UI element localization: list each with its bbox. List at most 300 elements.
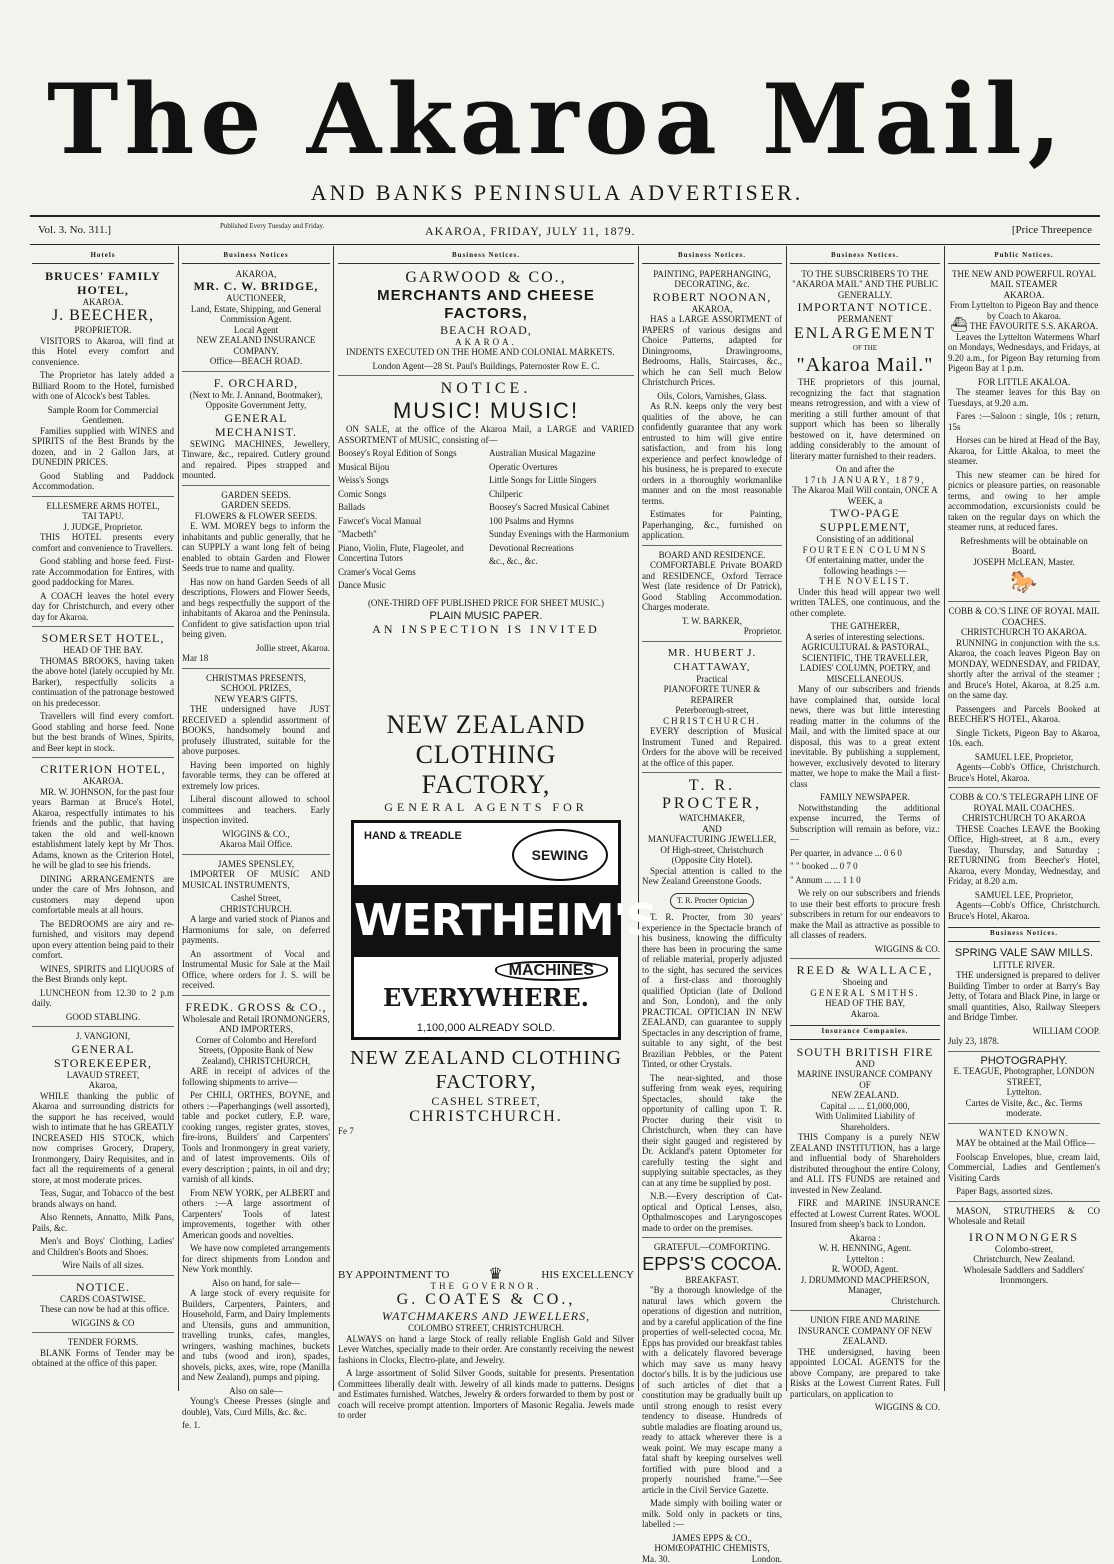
hotel-text: DINING ARRANGEMENTS are under the care of Mrs Johnson, and customers may depend upon comfortable meals at all hours. [32, 874, 174, 916]
ad-machines-text: MACHINES [495, 961, 608, 982]
tender-title: TENDER FORMS. [32, 1332, 174, 1348]
issue-date: AKAROA, FRIDAY, JULY 11, 1879. [425, 224, 636, 239]
notice-title: NOTICE. [32, 1275, 174, 1294]
insurance-text: MARINE INSURANCE COMPANY [790, 1069, 940, 1080]
ad-title: GARDEN SEEDS. [182, 485, 330, 501]
insurance-text: NEW ZEALAND. [790, 1090, 940, 1101]
insurance-text: OF [790, 1080, 940, 1091]
ironmonger-text: MASON, STRUTHERS & CO Wholesale and Retail [948, 1201, 1100, 1227]
store-text: Wire Nails of all sizes. [32, 1260, 174, 1271]
column-header: Business Notices. [790, 250, 940, 264]
coach-text: THESE Coaches LEAVE the Booking Office, High-street, at 8 a.m., every Tuesday, Thursday, and Saturday ; RETURNING from Beecher's Hotel, Akaroa, every Monday, Wednesday, and Friday, at 8.20 a.m. [948, 824, 1100, 887]
ad-name: F. ORCHARD, [182, 371, 330, 390]
epps-text: "By a thorough knowledge of the natural laws which govern the operations of digestion and nutrition, and by a careful application of the fine properties of well-selected cocoa, Mr. Epps has provided our breakfast tables with a delicately flavored beverage which may save us many heavy doctor's bills. It is by the judicious use of such articles of diet that a constitution may be gradually built up until strong enough to resist every tendency to disease. Hundreds of subtle maladies are floating around us, ready to attack wherever there is a weak point. We may escape many a fatal shaft by keeping ourselves well fortified with pure blood and a properly nourished frame."—See article in the Civil Service Gazette. [642, 1285, 782, 1495]
clothing-place: CHRISTCHURCH. [338, 1108, 634, 1126]
ad-title: GARDEN SEEDS. [182, 500, 330, 511]
ad-street: Cashel Street, [182, 893, 330, 904]
ad-text: A large and varied stock of Pianos and Harmoniums for sale, on deferred payments. [182, 914, 330, 946]
ironmonger-place: Christchurch, New Zealand. [948, 1254, 1100, 1265]
hotel-owner: J. BEECHER, [32, 307, 174, 325]
ad-title: PAINTING, PAPERHANGING, DECORATING, &c. [642, 269, 782, 290]
ad-title: PIANOFORTE TUNER & REPAIRER [642, 684, 782, 705]
ad-role: WATCHMAKER, [642, 813, 782, 824]
coates-text: A large assortment of Solid Silver Goods, suitable for presents. Presentation Committees liberally dealt with. Jewelry of all kinds made to patterns. Designs and Estimates furnished. Watches, Jewelry & orders forwarded to them by post or coach will receive prompt attention. Importers of Masonic Regalia. Jewels made to order [338, 1368, 634, 1421]
store-place: Akaroa, [32, 1080, 174, 1091]
appointment-text: BY APPOINTMENT TO [338, 1270, 449, 1281]
coach-text: RUNNING in conjunction with the s.s. Akaroa, the coach leaves Pigeon Bay on MONDAY, WEDNESDAY, and FRIDAY, shortly after the arrival of the steamer ; and Bruce's Hotel, Akaroa, at 8.25 a.m. on the same day. [948, 638, 1100, 701]
music-item: Fawcet's Vocal Manual [338, 516, 483, 527]
notice-title: NOTICE. [338, 375, 634, 398]
ad-text: THE undersigned have JUST RECEIVED a splendid assortment of BOOKS, handsomely bound and profusely illustrated, suitable for the above purposes. [182, 704, 330, 757]
column-header: Business Notices. [642, 250, 782, 264]
ad-text: Corner of Colombo and Hereford Streets, (Opposite Bank of New Zealand), CHRISTCHURCH, [182, 1035, 330, 1067]
hotel-place: AKAROA. [32, 297, 174, 308]
ad-text: AND [642, 824, 782, 835]
ad-place: HEAD OF THE BAY, [790, 998, 940, 1009]
coach-sign: SAMUEL LEE, Proprietor, [948, 752, 1100, 763]
notice-text: Notwithstanding the additional expense incurred, the Terms of Subscription will remain as before, viz.:— [790, 803, 940, 845]
column-header: Business Notices. [948, 927, 1100, 942]
music-item: Cramer's Vocal Gems [338, 567, 483, 578]
ad-street: BEACH ROAD, [338, 323, 634, 337]
music-item: Weiss's Songs [338, 475, 483, 486]
insurance-agent: Lyttelton : [790, 1254, 940, 1265]
hotel-owner: J. JUDGE, Proprietor. [32, 522, 174, 533]
store-text: Teas, Sugar, and Tobacco of the best brands always on hand. [32, 1188, 174, 1209]
epps-footer [642, 1554, 782, 1564]
ad-text: N.B.—Every description of Cat-optical and Optical Lenses, also, Opthalmoscopes and Laryngoscopes made to order on the premises. [642, 1191, 782, 1233]
rate-row: Per quarter, in advance ... 0 6 0 [790, 848, 940, 859]
clothing-line: GENERAL AGENTS FOR [338, 800, 634, 814]
ad-place: CHRISTCHURCH. [182, 904, 330, 915]
hotel-text: LUNCHEON from 12.30 to 2 p.m daily. [32, 988, 174, 1009]
steamer-title: THE FAVOURITE S.S. AKAROA. [970, 321, 1098, 331]
ad-sign: Akaroa Mail Office. [182, 839, 330, 850]
steamer-text: Refreshments will be obtainable on Board. [948, 536, 1100, 557]
hotel-role: PROPRIETOR. [32, 325, 174, 336]
ad-text: We have now completed arrangements for direct shipments from London and New York monthly. [182, 1243, 330, 1275]
ad-text: NEW ZEALAND INSURANCE COMPANY. [182, 335, 330, 356]
epps-pre: GRATEFUL—COMFORTING. [642, 1237, 782, 1253]
hotel-text: THIS HOTEL presents every comfort and convenience to Travellers. [32, 532, 174, 553]
music-item: Boosey's Sacred Musical Cabinet [489, 502, 634, 513]
music-item: &c., &c., &c. [489, 556, 634, 567]
epps-sign: JAMES EPPS & CO., [642, 1533, 782, 1544]
column-header: Business Notices [182, 250, 330, 264]
notice-title: ENLARGEMENT [790, 325, 940, 343]
clothing-street: CASHEL STREET, [338, 1094, 634, 1108]
music-item: Comic Songs [338, 489, 483, 500]
ad-name: MR. C. W. BRIDGE, [182, 279, 330, 293]
ad-text: Wholesale and Retail IRONMONGERS, AND IMPORTERS, [182, 1014, 330, 1035]
dateline-rule [30, 244, 1100, 245]
music-item: Little Songs for Little Singers [489, 475, 634, 486]
music-item: Dance Music [338, 580, 483, 591]
ad-text: Special attention is called to the New Zealand Greenstone Goods. [642, 866, 782, 887]
notice-sign: WIGGINS & CO [32, 1318, 174, 1329]
column-business-notices [182, 250, 330, 1390]
music-text: AN INSPECTION IS INVITED [338, 622, 634, 636]
clothing-sub: FACTORY, [338, 770, 634, 800]
hotel-text: Families supplied with WINES and SPIRITS of the Best Brands by the dozen, and in 2 Gallon Jars, at DUNEDIN PRICES. [32, 426, 174, 468]
ad-place: AKAROA. [338, 337, 634, 348]
music-item: 100 Psalms and Hymns [489, 516, 634, 527]
music-text: PLAIN MUSIC PAPER. [338, 611, 634, 622]
sawmill-place: LITTLE RIVER. [948, 960, 1100, 971]
ad-name: ROBERT NOONAN, [642, 290, 782, 304]
notice-title: FOURTEEN COLUMNS [790, 545, 940, 556]
coates-appointment [338, 1266, 634, 1281]
ad-sign: Jollie street, Akaroa. [182, 643, 330, 654]
photo-text: Lyttelton. [948, 1087, 1100, 1098]
ad-place: London. [752, 1554, 782, 1564]
ad-text: Has now on hand Garden Seeds of all descriptions, Flowers and Flower Seeds, and begs respectfully the support of the inhabitants of Akaroa and the Peninsula. Confident to give satisfaction upon trial being given. [182, 577, 330, 640]
ad-text: Office—BEACH ROAD. [182, 356, 330, 367]
hotel-text: GOOD STABLING. [32, 1012, 174, 1023]
coach-agents: Agents—Cobb's Office, Christchurch. Bruce's Hotel, Akaroa. [948, 900, 1100, 921]
insurance-agent: R. WOOD, Agent. [790, 1264, 940, 1275]
ad-text: Oils, Colors, Varnishes, Glass. [642, 391, 782, 402]
epps-role: HOMŒOPATHIC CHEMISTS, [642, 1543, 782, 1554]
hotel-name: ELLESMERE ARMS HOTEL, [32, 496, 174, 512]
ad-text: EVERY description of Musical Instrument Tuned and Repaired. Orders for the above will be received at the office of this paper. [642, 726, 782, 768]
column-divider [333, 246, 334, 1391]
insurance-sign: WIGGINS & CO. [790, 1402, 940, 1413]
notice-text: AGRICULTURAL & PASTORAL, SCIENTIFIC, THE TRAVELLER, LADIES' COLUMN, POETRY, and MISCELLANEOUS. [790, 642, 940, 684]
ad-title: NEW YEAR'S GIFTS. [182, 694, 330, 705]
hotel-text: Travellers will find every comfort. Good stabling and horse feed. None but the best brands of Wines, Spirits, and Beer kept in stock. [32, 711, 174, 753]
ad-text: E. WM. MOREY begs to inform the inhabitants and public generally, that he can SUPPLY a want long felt of being enabled to obtain Garden and Flower Seeds true to name and quality. [182, 521, 330, 574]
column-divider [786, 246, 787, 1391]
ad-name: FREDK. GROSS & CO., [182, 995, 330, 1014]
ad-title: MANUFACTURING JEWELLER, [642, 834, 782, 845]
steamer-title: THE NEW AND POWERFUL ROYAL MAIL STEAMER [948, 269, 1100, 290]
notice-text: These can now be had at this office. [32, 1304, 174, 1315]
issue-price: [Price Threepence [1012, 224, 1092, 236]
music-list-right [489, 448, 634, 594]
notice-title: TWO-PAGE SUPPLEMENT, [790, 506, 940, 534]
store-owner: J. VANGIONI, [32, 1026, 174, 1042]
top-rule [30, 215, 1100, 217]
coach-route: CHRISTCHURCH TO AKAROA. [948, 627, 1100, 638]
photo-text: E. TEAGUE, Photographer, LONDON STREET, [948, 1066, 1100, 1087]
notice-text: We rely on our subscribers and friends to use their best efforts to procure fresh subscribers in return for our endeavors to make the Mail as attractive as possible to all classes of readers. [790, 888, 940, 941]
wertheim-advertisement [351, 820, 621, 1040]
steamer-text: Leaves the Lyttelton Watermens Wharf on Mondays, Wednesdays, and Fridays, at 9.20 a.m., for Pigeon Bay returning from Pigeon Bay at 1 p.m. [948, 332, 1100, 374]
publication-schedule: Published Every Tuesday and Friday. [220, 222, 330, 230]
ad-everywhere-text: EVERYWHERE. [354, 993, 618, 1004]
ad-text: Also on sale— [182, 1386, 330, 1397]
coates-text: ALWAYS on hand a large Stock of really reliable English Gold and Silver Lever Watches, specially made to their order. Are constantly receiving the newest fashions in Clocks, Electro-plate, and Jewelry. [338, 1334, 634, 1366]
hotel-text: The BEDROOMS are airy and re-furnished, and visitors may depend upon every attention being paid to their comfort. [32, 919, 174, 961]
music-item: Ballads [338, 502, 483, 513]
column-header: Insurance Companies. [790, 1025, 940, 1040]
ad-place: CHRISTCHURCH. [642, 716, 782, 727]
hotel-text: Sample Room for Commercial Gentlemen. [32, 405, 174, 426]
notice-title: IMPORTANT NOTICE. [790, 300, 940, 314]
notice-sign: WIGGINS & CO. [790, 944, 940, 955]
epps-title: EPPS'S COCOA. [642, 1253, 782, 1275]
steamer-text: Fares :—Saloon : single, 10s ; return, 15s [948, 411, 1100, 432]
ad-top-text: HAND & TREADLE [364, 831, 462, 842]
notice-title: FAMILY NEWSPAPER. [790, 792, 940, 803]
ad-place: AKAROA, [182, 269, 330, 280]
ad-title: SCHOOL PRIZES, [182, 683, 330, 694]
notice-title: "Akaroa Mail." [790, 353, 940, 377]
notice-title: THE NOVELIST. [790, 576, 940, 587]
clothing-title: NEW ZEALAND CLOTHING [338, 706, 634, 770]
subscription-rates [790, 848, 940, 886]
column-header: Hotels [32, 250, 174, 264]
ad-text: Also on hand, for sale— [182, 1278, 330, 1289]
ad-text: Estimates for Painting, Paperhanging, &c., furnished on application. [642, 509, 782, 541]
music-title: MUSIC! MUSIC! [338, 398, 634, 424]
ad-role: Proprietor. [642, 626, 782, 637]
steamer-text: The steamer leaves for this Bay on Tuesdays, at 9.20 a.m. [948, 387, 1100, 408]
hotel-place: TAI TAPU. [32, 511, 174, 522]
insurance-text: THE undersigned, having been appointed LOCAL AGENTS for the above Company, are prepared to take Risks at the Lowest Current Rates. Full particulars, on application to [790, 1347, 940, 1400]
coach-agents: Agents—Cobb's Office, Christchurch. Bruce's Hotel, Akaroa. [948, 762, 1100, 783]
photo-title: PHOTOGRAPHY. [948, 1051, 1100, 1067]
ad-name: MR. HUBERT J. CHATTAWAY, [642, 641, 782, 674]
hotel-text: A COACH leaves the hotel every day for Christchurch, and every other day for Akaroa. [32, 591, 174, 623]
steamer-line [948, 321, 1100, 332]
hotel-text: Good stabling and horse feed. First-rate Accommodation for Entires, with good paddocking for Mares. [32, 556, 174, 588]
ad-text: T. R. Procter, from 30 years' experience in the Spectacle branch of his business, knowing the difficulty there has been in procuring the same of reliable material, properly adjusted to the sight, has secured the services of a first-class and thoroughly qualified Optician (late of Dollond and Son, London), and the only PRACTICAL OPTICIAN IN NEW ZEALAND, can guarantee to supply Spectacles in any description of frame, suitable to any sight, of the best Brazilian Pebbles, or the Patent Tinted, or other Crystals. [642, 912, 782, 1070]
ad-title: MERCHANTS AND CHEESE FACTORS, [338, 287, 634, 323]
ad-date: fe. 1. [182, 1420, 330, 1431]
music-item: Devotional Recreations [489, 543, 634, 554]
governor-text: THE GOVERNOR. [338, 1281, 634, 1292]
column-public-notices [948, 250, 1100, 1390]
coach-title: COBB & CO.'S LINE OF ROYAL MAIL COACHES. [948, 601, 1100, 627]
ad-text: Local Agent [182, 325, 330, 336]
insurance-text: AND [790, 1059, 940, 1070]
wanted-text: Paper Bags, assorted sizes. [948, 1186, 1100, 1197]
ad-text: The near-sighted, and those suffering from weak eyes, requiring Spectacles, should take the opportunity of calling upon T. R. Procter during their visit to Christchurch, when they can have their sight gauged and registered by Dr. Ackland's patent Optometer for carefully testing the sight and supplying suitable spectacles, as they can at any time be supplied by post. [642, 1073, 782, 1189]
coach-route: CHRISTCHURCH TO AKAROA [948, 813, 1100, 824]
masthead-subtitle: AND BANKS PENINSULA ADVERTISER. [0, 180, 1114, 206]
ironmonger-street: Colombo-street, [948, 1244, 1100, 1255]
column-header: Public Notices. [948, 250, 1100, 264]
ad-text: COMFORTABLE Private BOARD and RESIDENCE, Oxford Terrace West (late residence of Dr Patrick), Good Stabling Accommodation. Charges moderate. [642, 560, 782, 613]
ad-text: SEWING MACHINES, Jewellery, Tinware, &c., repaired. Cutlery ground and repaired. Pipes strapped and mounted. [182, 439, 330, 481]
store-text: Also Rennets, Annatto, Milk Pans, Pails, &c. [32, 1212, 174, 1233]
coach-title: COBB & CO.'S TELEGRAPH LINE OF ROYAL MAIL COACHES. [948, 787, 1100, 813]
music-item: Boosey's Royal Edition of Songs [338, 448, 483, 459]
music-text: (ONE-THIRD OFF PUBLISHED PRICE FOR SHEET MUSIC.) [338, 598, 634, 609]
coates-name: G. COATES & CO., [338, 1291, 634, 1309]
steamer-text: From Lyttelton to Pigeon Bay and thence by Coach to Akaroa. [948, 300, 1100, 321]
epps-text: Made simply with boiling water or milk. Sold only in packets or tins, labelled :— [642, 1498, 782, 1530]
insurance-manager: J. DRUMMOND MACPHERSON, [790, 1275, 940, 1286]
ad-name: T. R. PROCTER, [642, 772, 782, 813]
ad-date: Ma. 30. [642, 1554, 670, 1564]
insurance-text: FIRE and MARINE INSURANCE effected at Lowest Current Rates. WOOL Insured from sheep's back to London. [790, 1198, 940, 1230]
insurance-manager: Christchurch. [790, 1296, 940, 1307]
ad-text: London Agent—28 St. Paul's Buildings, Paternoster Row E. C. [338, 361, 634, 372]
music-item: Australian Musical Magazine [489, 448, 634, 459]
photo-text: Cartes de Visite, &c., &c. Terms moderate. [948, 1098, 1100, 1119]
ad-name: REED & WALLACE, [790, 958, 940, 977]
column-hotels [32, 250, 174, 1390]
music-item: Musical Bijou [338, 462, 483, 473]
hotel-text: WINES, SPIRITS and LIQUORS of the Best Brands only kept. [32, 964, 174, 985]
sawmill-sign: WILLIAM COOP. [948, 1026, 1100, 1037]
crest-icon: ♛ [488, 1270, 502, 1281]
dateline [30, 222, 1100, 242]
store-street: LAVAUD STREET, [32, 1070, 174, 1081]
ad-sold-text: 1,100,000 ALREADY SOLD. [354, 1023, 618, 1034]
sawmill-date: July 23, 1878. [948, 1036, 1100, 1047]
hotel-place: AKAROA. [32, 776, 174, 787]
steamer-place: AKAROA. [948, 290, 1100, 301]
ad-title: CHRISTMAS PRESENTS, [182, 668, 330, 684]
column-divider [944, 246, 945, 1391]
hotel-text: The Proprietor has lately added a Billiard Room to the Hotel, furnished with one of Alcock's best Tables. [32, 370, 174, 402]
ad-text: An assortment of Vocal and Instrumental Music for Sale at the Mail Office, where orders for J. S. will be received. [182, 949, 330, 991]
insurance-title: SOUTH BRITISH FIRE [790, 1045, 940, 1059]
ad-title: FLOWERS & FLOWER SEEDS. [182, 511, 330, 522]
steamer-sign: JOSEPH McLEAN, Master. [948, 557, 1100, 568]
ad-text: A large stock of every requisite for Builders, Carpenters, Painters, and Household, Farm, and Dairy Implements and Utensils, guns and ammunition, travelling trunks, cafes, mangles, wringers, washing machines, buckets and tubs (wood and iron), spades, shovels, picks, axes, wire, rope (Manilla and New Zealand), pumps and piping. [182, 1288, 330, 1383]
masthead [0, 60, 1114, 180]
ad-name: JAMES SPENSLEY, [182, 854, 330, 870]
ad-text: Having been imported on highly favorable terms, they can be offered at extremely low prices. [182, 760, 330, 792]
hotel-name: BRUCES' FAMILY HOTEL, [32, 269, 174, 297]
music-item: Operatic Overtures [489, 462, 634, 473]
coach-icon: 🐎 [948, 567, 1100, 597]
notice-title: TO THE SUBSCRIBERS TO THE "AKAROA MAIL" AND THE PUBLIC GENERALLY. [790, 269, 940, 301]
steamship-icon: ⛴ [950, 321, 968, 332]
optician-logo: T. R. Procter Optician [670, 893, 754, 910]
coach-text: Passengers and Parcels Booked at BEECHER'S HOTEL, Akaroa. [948, 704, 1100, 725]
ad-role: Practical [642, 674, 782, 685]
ad-brand-text: WERTHEIM'S [354, 885, 618, 957]
hotel-text: Good Stabling and Paddock Accommodation. [32, 471, 174, 492]
ad-place: AKAROA, [642, 304, 782, 315]
column-business-notices-wide [338, 250, 634, 1390]
ad-street: Peterborough-street, [642, 705, 782, 716]
ad-text: Per CHILI, ORTHES, BOYNE, and others :—Paperhangings (well assorted), table and pocket cutlery, E.P. ware, cooking ranges, register grates, stoves, fire-irons, Builders' and Carpenters' Tools and Ironmongery in great variety, and of latest improvements. Oils of every description ; paints, in oil and dry; varnish of all kinds. [182, 1090, 330, 1185]
coates-trade: WATCHMAKERS AND JEWELLERS, [338, 1309, 634, 1323]
hotel-name: CRITERION HOTEL, [32, 757, 174, 776]
music-item: "Macbeth" [338, 529, 483, 540]
notice-text: The Akaroa Mail Will contain, ONCE A WEEK, a [790, 485, 940, 506]
insurance-text: With Unlimited Liability of Shareholders. [790, 1111, 940, 1132]
epps-sub: BREAKFAST. [642, 1275, 782, 1286]
ad-text: From NEW YORK, per ALBERT and others :—A large assortment of Carpenters' Tools of latest improvements, together with other American goods and novelties. [182, 1188, 330, 1241]
hotel-name: SOMERSET HOTEL, [32, 626, 174, 645]
rate-row: " " booked ... 0 7 0 [790, 861, 940, 872]
sawmill-text: THE undersigned is prepared to deliver Building Timber to order at Barry's Bay Jetty, of Totara and Black Pine, in large or small quantities, Also, Railway Sleepers and Bridge Timber. [948, 970, 1100, 1023]
insurance-manager: Manager, [790, 1285, 940, 1296]
insurance-agent: W. H. HENNING, Agent. [790, 1243, 940, 1254]
ad-text: Liberal discount allowed to school committees and teachers. Early inspection invited. [182, 794, 330, 826]
sawmill-title: SPRING VALE SAW MILLS. [948, 947, 1100, 960]
ad-role: AUCTIONEER, [182, 293, 330, 304]
steamer-text: Horses can be hired at Head of the Bay, Akaroa, for Little Akaloa, to meet the steamer. [948, 435, 1100, 467]
insurance-title: UNION FIRE AND MARINE INSURANCE COMPANY OF NEW ZEALAND. [790, 1310, 940, 1347]
hotel-text: THOMAS BROOKS, having taken the above hotel (lately occupied by Mr. Barker), respectfully solicits a continuation of the patronage bestowed on his predecessor. [32, 656, 174, 709]
coates-street: COLOMBO STREET, CHRISTCHURCH. [338, 1323, 634, 1334]
column-header: Business Notices. [338, 250, 634, 264]
notice-text: A series of interesting selections. [790, 632, 940, 643]
column-divider [638, 246, 639, 1391]
ad-date: Mar 18 [182, 653, 330, 664]
clothing-title: NEW ZEALAND CLOTHING FACTORY, [338, 1046, 634, 1094]
ad-title: IMPORTER OF MUSIC AND MUSICAL INSTRUMENTS, [182, 869, 330, 890]
ad-text: ARE in receipt of advices of the following shipments to arrive— [182, 1066, 330, 1087]
ironmonger-title: IRONMONGERS [948, 1230, 1100, 1244]
hotel-text: VISITORS to Akaroa, will find at this Hotel every comfort and convenience. [32, 336, 174, 368]
notice-text: PERMANENT [790, 314, 940, 325]
ad-text: Young's Cheese Presses (single and double), Vats, Curd Mills, &c. &c. [182, 1396, 330, 1417]
hotel-text: MR. W. JOHNSON, for the past four years Barman at Bruce's Hotel, Akaroa, respectfully intimates to his friends and the public, that having taken the old and well-known establishment lately kept by Mr Thos. Adams, known as the Criterion Hotel, he will be glad to see his friends. [32, 787, 174, 871]
notice-text: THE proprietors of this journal, recognizing the fact that stagnation means retrogression, and with a view of meriting a still further amount of that support which has been so liberally bestowed on it, have determined on adding considerably to the amount of literary matter furnished to their readers. [790, 377, 940, 461]
notice-text: CARDS COASTWISE. [32, 1294, 174, 1305]
ad-date: Fe 7 [338, 1126, 634, 1137]
column-divider [178, 246, 179, 1391]
store-title: GENERAL STOREKEEPER, [32, 1042, 174, 1070]
notice-text: Consisting of an additional [790, 534, 940, 545]
ad-sewing-text: SEWING [512, 829, 608, 881]
music-text: ON SALE, at the office of the Akaroa Mail, a LARGE and VARIED ASSORTMENT of MUSIC, consisting of— [338, 424, 634, 445]
ad-text: INDENTS EXECUTED ON THE HOME AND COLONIAL MARKETS. [338, 347, 634, 358]
wanted-text: MAY be obtained at the Mail Office— [948, 1138, 1100, 1149]
ad-title: GARWOOD & CO., [338, 269, 634, 287]
notice-date: 17th JANUARY, 1879, [790, 475, 940, 486]
music-list [338, 448, 634, 594]
rate-row: " Annum ... ... 1 1 0 [790, 875, 940, 886]
ad-title: BOARD AND RESIDENCE. [642, 545, 782, 561]
notice-text: Of entertaining matter, under the following headings :— [790, 555, 940, 576]
ad-text: Of High-street, Christchurch (Opposite City Hotel). [642, 845, 782, 866]
insurance-capital: Capital ... ... £1,000,000, [790, 1101, 940, 1112]
tender-text: BLANK Forms of Tender may be obtained at the office of this paper. [32, 1348, 174, 1369]
insurance-text: THIS Company is a purely NEW ZEALAND INSTITUTION, has a large and influential body of Shareholders distributed throughout the entire Colony, and ALL ITS FUNDS are retained and invested in New Zealand. [790, 1132, 940, 1195]
wanted-title: WANTED KNOWN. [948, 1123, 1100, 1139]
notice-text: Many of our subscribers and friends have complained that, outside local news, there was but little interesting reading matter in the columns of the Mail, and with the limited space at our disposal, this was to a great extent inevitable. By publishing a supplement, however, exclusively devoted to literary matter, we hope to make the Mail a first-class [790, 684, 940, 789]
ad-text: Land, Estate, Shipping, and General Commission Agent. [182, 304, 330, 325]
store-text: WHILE thanking the public of Akaroa and surrounding districts for the support he has received, would wish to intimate that he has GREATLY INCREASED HIS STOCK, which now comprises Grocery, Drapery, Ironmongery, Dairy Requisites, and in fact all the requirements of a general store, at most moderate prices. [32, 1091, 174, 1186]
notice-title: THE GATHERER, [790, 621, 940, 632]
steamer-text: This new steamer can be hired for picnics or pleasure parties, on reasonable terms, and owing to her ample accommodation, excursionists could be taken on the regular days on which the steamer runs, at reduced fares. [948, 470, 1100, 533]
ad-place: Akaroa. [790, 1009, 940, 1020]
ad-title: GENERAL SMITHS. [790, 988, 940, 999]
music-item: Chilperic [489, 489, 634, 500]
notice-text: OF THE [790, 343, 940, 354]
volume-number: Vol. 3. No. 311.] [38, 224, 111, 236]
ironmonger-text: Wholesale Saddlers and Saddlers' Ironmongers. [948, 1265, 1100, 1286]
column-business-notices-2 [642, 250, 782, 1390]
insurance-agent: Akaroa : [790, 1233, 940, 1244]
column-business-notices-3 [790, 250, 940, 1390]
hotel-place: HEAD OF THE BAY. [32, 645, 174, 656]
music-list-left [338, 448, 483, 594]
ad-role: Shoeing and [790, 977, 940, 988]
coach-text: Single Tickets, Pigeon Bay to Akaroa, 10s. each. [948, 728, 1100, 749]
ad-sign: T. W. BARKER, [642, 616, 782, 627]
steamer-title: FOR LITTLE AKALOA. [948, 377, 1100, 388]
music-item: Piano, Violin, Flute, Flageolet, and Concertina Tutors [338, 543, 483, 564]
coach-sign: SAMUEL LEE, Proprietor, [948, 890, 1100, 901]
ad-title: GENERAL MECHANIST. [182, 411, 330, 439]
masthead-title: The Akaroa Mail, [0, 60, 1114, 180]
store-text: Men's and Boys' Clothing, Ladies' and Children's Boots and Shoes. [32, 1236, 174, 1257]
wanted-text: Foolscap Envelopes, blue, cream laid, Commercial, Ladies and Gentlemen's Visiting Cards [948, 1152, 1100, 1184]
music-item: Sunday Evenings with the Harmonium [489, 529, 634, 540]
